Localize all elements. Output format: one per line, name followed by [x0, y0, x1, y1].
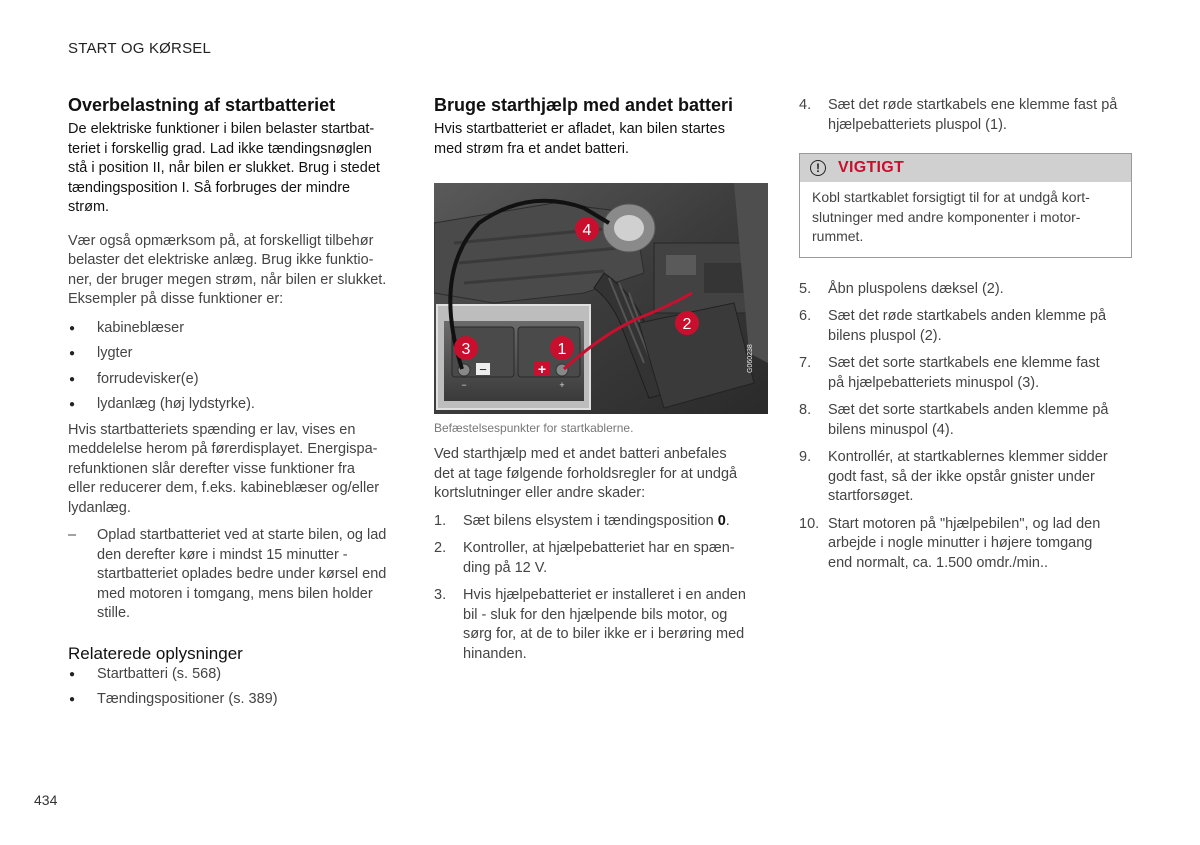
step-item [799, 307, 1132, 346]
page-number: 434 [34, 792, 58, 808]
step-number: 7. [799, 355, 812, 371]
intro-paragraph [434, 120, 768, 159]
related-list [68, 665, 403, 710]
step-item [799, 401, 1132, 440]
precaution-paragraph [434, 445, 768, 504]
lead-paragraph [68, 120, 403, 218]
dash-marker: – [68, 527, 77, 543]
text-line: med motoren i tomgang, mens bilen holder [97, 585, 373, 602]
text-line: Vær også opmærksom på, at forskelligt tilbehør [68, 232, 374, 249]
text-line: refunktionen slår derefter visse funktioner fra [68, 460, 355, 477]
text-line: Hvis hjælpebatteriet er installeret i en anden [463, 587, 746, 603]
step-number: 10. [799, 515, 820, 532]
function-list [68, 319, 403, 415]
step-number: 6. [799, 308, 812, 324]
related-link[interactable]: ● Tændingspositioner (s. 389) [68, 690, 403, 710]
step-number: 3. [434, 587, 447, 603]
text-line: Eksempler på disse funktioner er: [68, 291, 284, 307]
text-line: belaster det elektriske anlæg. Brug ikke funktio- [68, 252, 374, 268]
text-line: bilens minuspol (4). [828, 421, 954, 438]
step-item [434, 586, 768, 664]
text-line: hjælpebatteriets pluspol (1). [828, 116, 1007, 133]
reservoir-cap-top [614, 215, 644, 241]
ignition-position: 0 [717, 512, 726, 529]
text-line: end normalt, ca. 1.500 omdr./min.. [828, 554, 1049, 571]
engine-bay-svg [434, 183, 768, 414]
text-line: Sæt det sorte startkabels anden klemme på [828, 402, 1109, 418]
text-line: stå i position II, når bilen er slukket. Brug i stedet [68, 160, 380, 176]
text-line: rummet. [812, 228, 864, 244]
figure-caption: Befæstelsespunkter for startkablerne. [434, 421, 634, 435]
step-item [434, 539, 768, 578]
important-header [800, 154, 1131, 182]
text-line: Sæt det sorte startkabels ene klemme fast [828, 355, 1100, 371]
fuse-box-part [704, 263, 744, 293]
marker-3-label: 3 [461, 341, 471, 358]
text-line: Ved starthjælp med et andet batteri anbefales [434, 446, 727, 462]
text-line: det at tage følgende forholdsregler for at undgå [434, 465, 738, 482]
text-line: hinanden. [463, 645, 527, 662]
step-number: 5. [799, 280, 812, 297]
steps-list-c [799, 280, 1132, 574]
step-item [434, 512, 768, 532]
text-line: bil - sluk for den hjælpende bils motor, og [463, 606, 728, 623]
warning-icon: ! [810, 160, 826, 176]
steps-list-a [434, 512, 768, 665]
text-line: eller reducerer dem, f.eks. kabineblæser og/eller [68, 480, 380, 496]
text-line: Hvis startbatteriets spænding er lav, vises en [68, 421, 356, 438]
text-line: startbatteriet oplades bedre under kørsel end [97, 566, 387, 582]
step-item [799, 354, 1132, 393]
text-line: tændingsposition I. Så forbruges der mindre [68, 179, 351, 196]
step-number: 4. [799, 97, 812, 113]
step-item [799, 448, 1132, 507]
text-line: lydanlæg. [68, 499, 131, 516]
plus-sign: + [537, 361, 547, 377]
column-steps [799, 96, 1132, 581]
step-number: 8. [799, 402, 812, 418]
charge-instruction [68, 526, 403, 624]
text-line: godt fast, så der ikke opstår gnister under [828, 468, 1095, 485]
step-number: 1. [434, 512, 447, 529]
image-code: G060238 [747, 344, 754, 373]
text-line: slutninger med andre komponenter i motor- [812, 208, 1081, 225]
text-line: Kontrollér, at startkablernes klemmer sidder [828, 449, 1108, 465]
fuse-box-part [666, 255, 696, 275]
accessory-paragraph [68, 232, 403, 310]
column-jump-start [434, 94, 768, 672]
text-line: den derefter køre i mindst 15 minutter - [97, 546, 348, 563]
list-item: ● kabineblæser [68, 319, 403, 339]
steps-list-b [799, 96, 1132, 135]
list-item: ● lygter [68, 344, 403, 364]
text-line: arbejde i nogle minutter i højere tomgang [828, 535, 1093, 551]
related-link[interactable]: ● Startbatteri (s. 568) [68, 665, 403, 685]
important-text [800, 182, 1131, 257]
text-line: med strøm fra et andet batteri. [434, 140, 630, 157]
marker-1-label: 1 [557, 341, 567, 358]
text-line: Oplad startbatteriet ved at starte bilen, og lad [97, 527, 387, 543]
list-item: ● lydanlæg (høj lydstyrke). [68, 395, 403, 415]
column-overload [68, 94, 403, 716]
text-line: strøm. [68, 199, 110, 215]
important-box [799, 153, 1132, 258]
marker-2-label: 2 [682, 316, 692, 333]
text-line: ner, der bruger megen strøm, når bilen er slukket. [68, 271, 387, 288]
text-line: startforsøget. [828, 488, 914, 504]
step-item [799, 280, 1132, 300]
step-item [799, 96, 1132, 135]
text-line: Hvis startbatteriet er afladet, kan bilen startes [434, 121, 725, 137]
text-line: Sæt det røde startkabels ene klemme fast på [828, 97, 1118, 113]
text-line: Sæt det røde startkabels anden klemme på [828, 308, 1107, 324]
text-line: Kontroller, at hjælpebatteriet har en spæn- [463, 540, 735, 556]
text-line: bilens pluspol (2). [828, 327, 942, 344]
minus-sign: − [479, 362, 487, 377]
list-item: ● forrudevisker(e) [68, 370, 403, 390]
text-line: meddelelse herom på førerdisplayet. Energispa- [68, 441, 378, 457]
step-item [799, 515, 1132, 574]
text-line: Åbn pluspolens dæksel (2). [828, 280, 1004, 297]
text-line: De elektriske funktioner i bilen belaster startbat- [68, 121, 375, 137]
text-line: kortslutninger eller andre skader: [434, 485, 646, 501]
engine-bay-illustration [434, 183, 768, 414]
text-line: Sæt bilens elsystem i tændingsposition [463, 512, 718, 529]
text-line: Start motoren på "hjælpebilen", og lad den [828, 515, 1101, 532]
text-line: Kobl startkablet forsigtigt til for at undgå kort- [812, 189, 1090, 205]
voltage-paragraph [68, 421, 403, 519]
text-line: ding på 12 V. [463, 559, 548, 576]
text-line: . [725, 512, 730, 529]
heading-overload: Overbelastning af startbatteriet [68, 95, 336, 115]
step-number: 9. [799, 449, 812, 465]
marker-4-label: 4 [582, 222, 592, 239]
text-line: på hjælpebatteriets minuspol (3). [828, 374, 1040, 391]
related-heading: Relaterede oplysninger [68, 643, 243, 663]
running-header: START OG KØRSEL [68, 40, 212, 57]
step-number: 2. [434, 540, 447, 556]
heading-jump-start: Bruge starthjælp med andet batteri [434, 95, 734, 115]
text-line: sørg for, at de to biler ikke er i berøring med [463, 626, 745, 642]
text-line: teriet i forskellig grad. Lad ikke tændingsnøglen [68, 140, 372, 157]
minus-post-label: − [461, 380, 467, 390]
plus-post-label: + [559, 380, 565, 390]
important-title: VIGTIGT [838, 159, 905, 176]
text-line: stille. [97, 605, 131, 621]
